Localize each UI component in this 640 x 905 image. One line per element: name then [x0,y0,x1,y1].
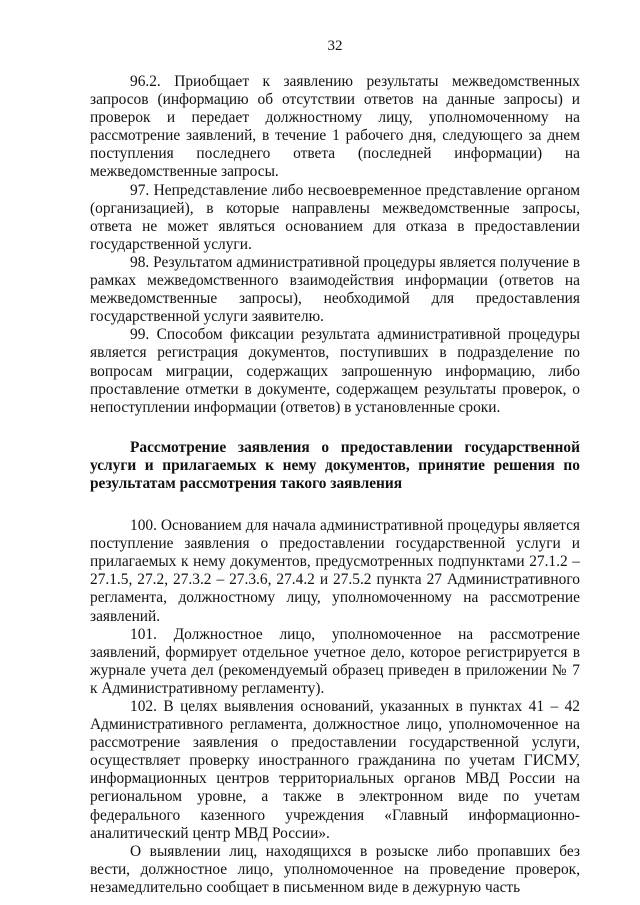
paragraph-96-2: 96.2. Приобщает к заявлению результаты межведомственных запросов (информацию об отсутствии ответов на данные запросы) и проверок и передает должностному лицу, уполномоченному на рассмотрение заявлений, в течение 1 рабочего дня, следующего за днем поступления последнего ответа (последней информации) на межведомственные запросы. [90,73,580,181]
paragraph-98: 98. Результатом административной процедуры является получение в рамках межведомственного взаимодействия информации (ответов на межведомственные запросы), необходимой для предоставления государственной услуги заявителю. [90,253,580,326]
page-number: 32 [327,38,343,54]
paragraph-100: 100. Основанием для начала административной процедуры является поступление заявления о предоставлении государственной услуги и прилагаемых к нему документов, предусмотренных подпунктами 27.1.2 – 27.1.5, 27.2, 27.3.2 – 27.3.6, 27.4.2 и 27.5.2 пункта 27 Административного регламента, должностному лицу, уполномоченному на рассмотрение заявлений. [90,517,580,625]
paragraph-99: 99. Способом фиксации результата административной процедуры является регистрация документов, поступивших в подразделение по вопросам миграции, содержащих запрошенную информацию, либо проставление отметки в документе, содержащем результаты проверок, о непоступлении информации (ответов) в установленные сроки. [90,326,580,416]
paragraphs-top [90,73,580,417]
paragraph-102: 102. В целях выявления оснований, указанных в пунктах 41 – 42 Административного регламента, должностное лицо, уполномоченное на рассмотрение заявления о предоставлении государственной услуги, осуществляет проверку иностранного гражданина по учетам ГИСМУ, информационных центров территориальных органов МВД России на региональном уровне, а также в электронном виде по учетам федерального казенного учреждения «Главный информационно-аналитический центр МВД России». [90,698,580,842]
section-heading: Рассмотрение заявления о предоставлении государственной услуги и прилагаемых к нему документов, принятие решения по результатам рассмотрения такого заявления [90,438,580,492]
paragraphs-bottom [90,517,580,897]
paragraph-wanted-persons: О выявлении лиц, находящихся в розыске либо пропавших без вести, должностное лицо, уполномоченное на проведение проверок, незамедлительно сообщает в письменном виде в дежурную часть [90,842,580,896]
paragraph-97: 97. Непредставление либо несвоевременное представление органом (организацией), в которые направлены межведомственные запросы, ответа не может являться основанием для отказа в предоставлении государственной услуги. [90,181,580,253]
paragraph-101: 101. Должностное лицо, уполномоченное на рассмотрение заявлений, формирует отдельное учетное дело, которое регистрируется в журнале учета дел (рекомендуемый образец приведен в приложении № 7 к Административному регламенту). [90,625,580,697]
